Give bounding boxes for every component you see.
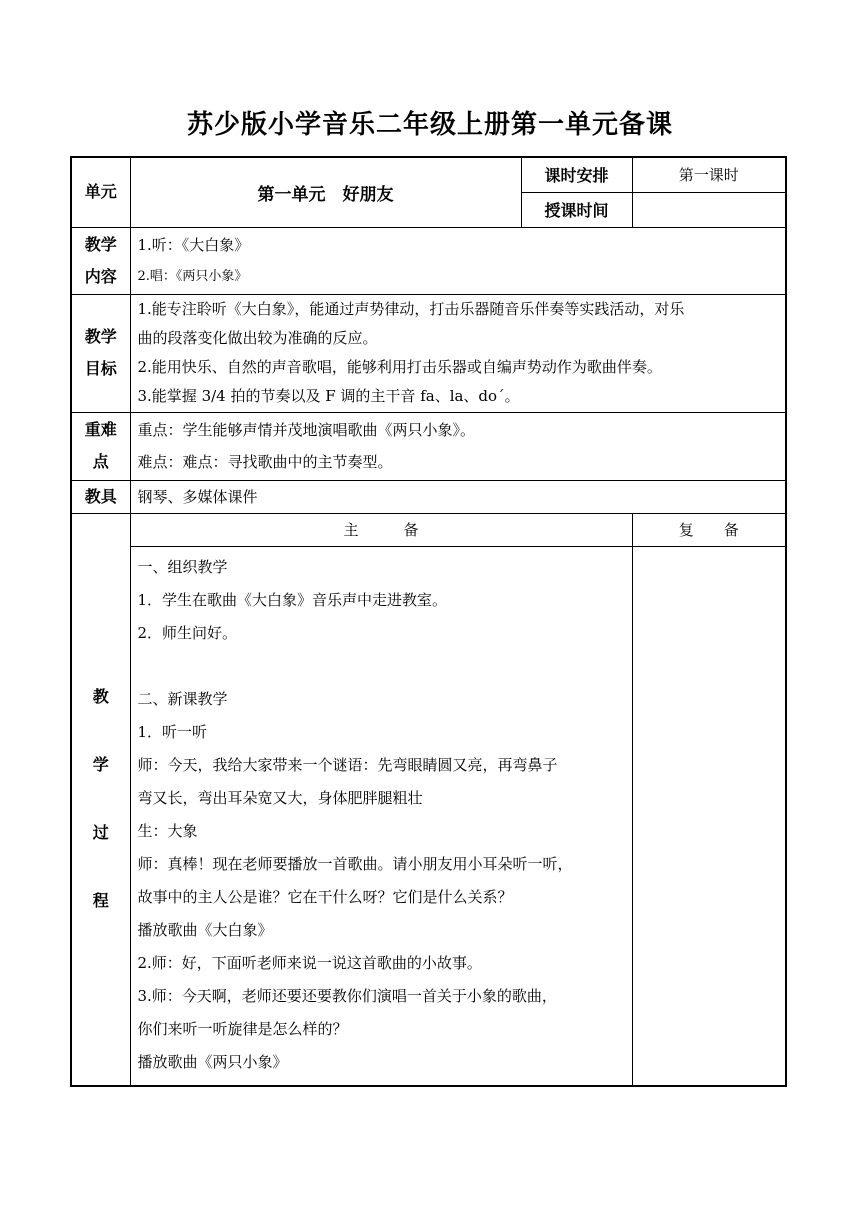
main-prep-header: 主 备 [130, 513, 632, 546]
process-line: 故事中的主人公是谁？它在干什么呀？它们是什么关系？ [137, 887, 513, 906]
lesson-plan-table [70, 156, 787, 1087]
process-line: 2.师：好，下面听老师来说一说这首歌曲的小故事。 [137, 953, 482, 972]
key-point-line: 难点：难点：寻找歌曲中的主节奏型。 [137, 453, 393, 471]
process-label: 教 学 过 程 [71, 513, 130, 1086]
process-line: 1．学生在歌曲《大白象》音乐声中走进教室。 [137, 590, 448, 609]
key-point-line: 重点：学生能够声情并茂地演唱歌曲《两只小象》。 [137, 421, 476, 439]
content-label: 教学 内容 [71, 227, 130, 294]
unit-label: 单元 [71, 157, 130, 227]
process-line-blank [138, 650, 626, 683]
review-prep-body [632, 546, 786, 1086]
content-cell [130, 227, 786, 294]
goals-label: 教学 目标 [71, 294, 130, 412]
process-line: 播放歌曲《大白象》 [137, 920, 273, 939]
content-line: 1.听：《大白象》 [137, 235, 250, 254]
process-line: 弯又长，弯出耳朵宽又大，身体肥胖腿粗壮 [137, 788, 423, 807]
goal-line: 曲的段落变化做出较为准确的反应。 [137, 329, 378, 347]
process-line: 师：今天，我给大家带来一个谜语：先弯眼睛圆又亮，再弯鼻子 [137, 755, 558, 774]
process-line: 播放歌曲《两只小象》 [137, 1052, 288, 1071]
process-line: 2．师生问好。 [137, 623, 238, 642]
process-line: 生：大象 [137, 821, 198, 840]
goal-line: 3.能掌握 3/4 拍的节奏以及 F 调的主干音 fa、la、do´。 [137, 387, 520, 405]
goal-line: 2.能用快乐、自然的声音歌唱，能够利用打击乐器或自编声势动作为歌曲伴奏。 [137, 358, 662, 376]
schedule-label: 课时安排 [521, 157, 632, 192]
goals-cell [130, 294, 786, 412]
content-line: 2.唱：《两只小象》 [137, 268, 248, 284]
key-points-cell [130, 412, 786, 480]
review-prep-header: 复 备 [632, 513, 786, 546]
teaching-time-value[interactable] [632, 192, 786, 227]
main-prep-body [130, 546, 632, 1086]
process-line: 1．听一听 [137, 722, 208, 741]
teaching-time-label: 授课时间 [521, 192, 632, 227]
tools-label: 教具 [71, 480, 130, 513]
unit-value: 第一单元 好朋友 [130, 157, 521, 227]
tools-value: 钢琴、多媒体课件 [130, 480, 786, 513]
process-line: 二、新课教学 [137, 689, 228, 708]
goal-line: 1.能专注聆听《大白象》，能通过声势律动，打击乐器随音乐伴奏等实践活动，对乐 [137, 300, 685, 318]
page-title: 苏少版小学音乐二年级上册第一单元备课 [186, 110, 673, 140]
process-line: 你们来听一听旋律是怎么样的？ [137, 1019, 348, 1038]
key-points-label: 重难 点 [71, 412, 130, 480]
process-line: 3.师：今天啊，老师还要还要教你们演唱一首关于小象的歌曲， [137, 986, 557, 1005]
process-line: 一、组织教学 [137, 557, 228, 576]
schedule-value: 第一课时 [632, 157, 786, 192]
process-line: 师：真棒！现在老师要播放一首歌曲。请小朋友用小耳朵听一听， [137, 854, 573, 873]
